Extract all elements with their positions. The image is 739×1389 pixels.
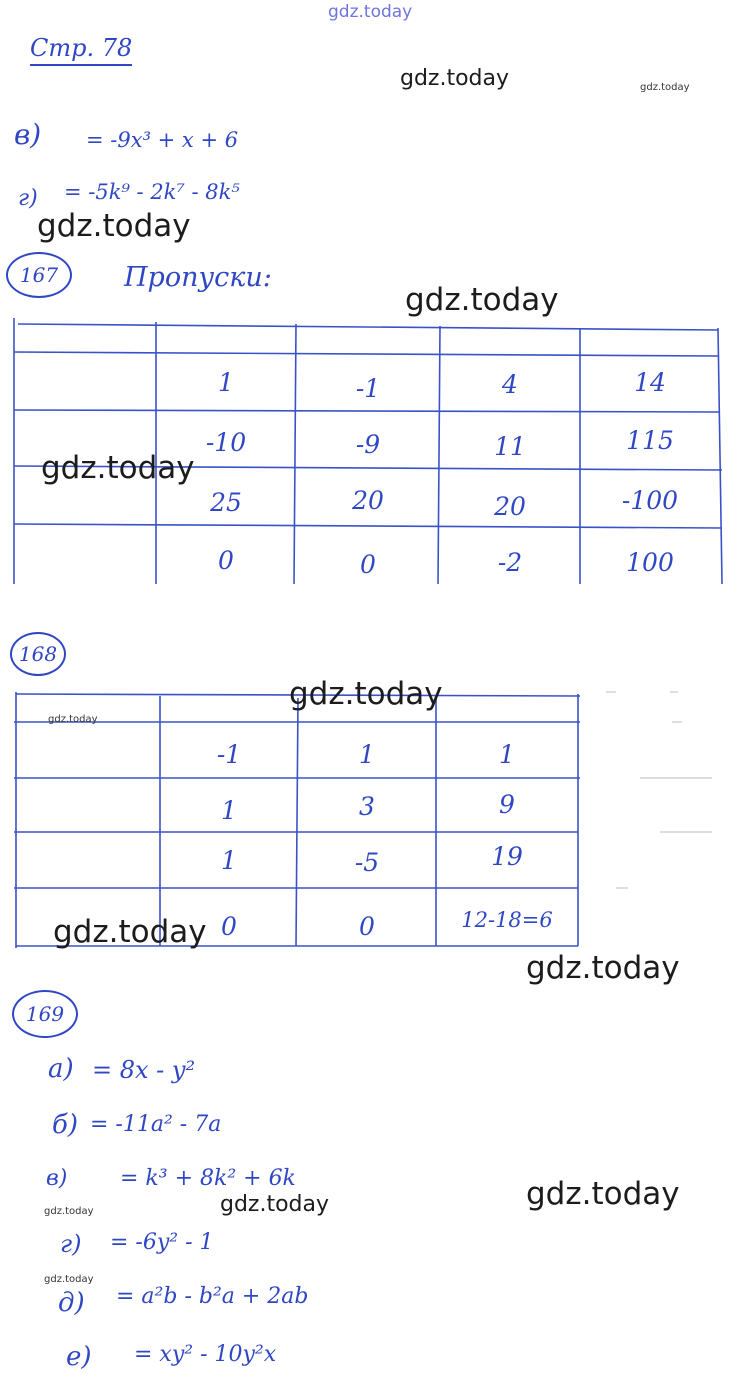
expression: = k³ + 8k² + 6k <box>120 1166 296 1191</box>
task-number-badge: 167 <box>6 252 72 298</box>
expression: = xy² - 10y²x <box>134 1342 277 1367</box>
table-cell: 3 <box>359 792 375 821</box>
task-heading: Пропуски: <box>124 262 272 293</box>
table-cell: 1 <box>359 740 375 769</box>
expression: = -6y² - 1 <box>110 1230 214 1255</box>
table-cell: 0 <box>360 550 376 579</box>
table-cell: -5 <box>354 848 380 877</box>
expression: = -9x³ + x + 6 <box>86 128 239 152</box>
table-cell: 0 <box>359 912 375 941</box>
item-label: д) <box>58 1288 85 1318</box>
table-cell: -10 <box>205 428 247 457</box>
page-reference: Стр. 78 <box>30 34 132 66</box>
top-watermark: gdz.today <box>328 2 413 22</box>
expression: = a²b - b²a + 2ab <box>116 1284 309 1309</box>
table-cell: 4 <box>502 370 518 399</box>
table-cell: -9 <box>355 430 381 459</box>
table-cell: 1 <box>221 796 237 825</box>
table-cell: 12-18=6 <box>461 908 553 932</box>
watermark: gdz.today <box>289 676 443 712</box>
table-cell: 1 <box>221 846 237 875</box>
watermark: gdz.today <box>400 66 510 91</box>
table-cell: 25 <box>210 488 242 517</box>
watermark-small: gdz.today <box>48 714 98 725</box>
table-cell: -2 <box>497 548 523 577</box>
item-label: г) <box>60 1230 82 1258</box>
watermark: gdz.today <box>53 914 207 950</box>
table-cell: 19 <box>491 842 523 871</box>
table-cell: 14 <box>634 368 666 397</box>
item-label: в) <box>46 1166 68 1191</box>
item-label: а) <box>48 1054 74 1084</box>
watermark: gdz.today <box>37 208 191 244</box>
table-cell: -1 <box>216 740 242 769</box>
table-cell: 20 <box>352 486 384 515</box>
table-cell: 1 <box>218 368 234 397</box>
watermark: gdz.today <box>405 282 559 318</box>
task-number-badge: 169 <box>12 990 78 1038</box>
item-label: г) <box>18 186 38 211</box>
table-cell: 11 <box>494 432 526 461</box>
table-cell: -1 <box>355 374 381 403</box>
watermark: gdz.today <box>526 1176 680 1212</box>
item-label: б) <box>52 1110 79 1140</box>
table-cell: -100 <box>621 486 679 515</box>
watermark: gdz.today <box>526 950 680 986</box>
task-number-badge: 168 <box>10 632 66 676</box>
table-cell: 9 <box>499 790 515 819</box>
table-cell: 100 <box>626 548 674 577</box>
watermark: gdz.today <box>41 450 195 486</box>
item-label: в) <box>14 118 42 151</box>
table-cell: 1 <box>499 740 515 769</box>
item-label: е) <box>66 1342 92 1372</box>
watermark-small: gdz.today <box>640 82 690 93</box>
table-cell: 115 <box>626 426 674 455</box>
table-cell: 0 <box>221 912 237 941</box>
watermark-small: gdz.today <box>44 1206 94 1217</box>
expression: = 8x - y² <box>92 1056 196 1084</box>
expression: = -5k⁹ - 2k⁷ - 8k⁵ <box>64 180 240 204</box>
watermark-small: gdz.today <box>44 1274 94 1285</box>
table-cell: 0 <box>218 546 234 575</box>
expression: = -11a² - 7a <box>90 1112 222 1137</box>
table-cell: 20 <box>494 492 526 521</box>
watermark: gdz.today <box>220 1192 330 1217</box>
